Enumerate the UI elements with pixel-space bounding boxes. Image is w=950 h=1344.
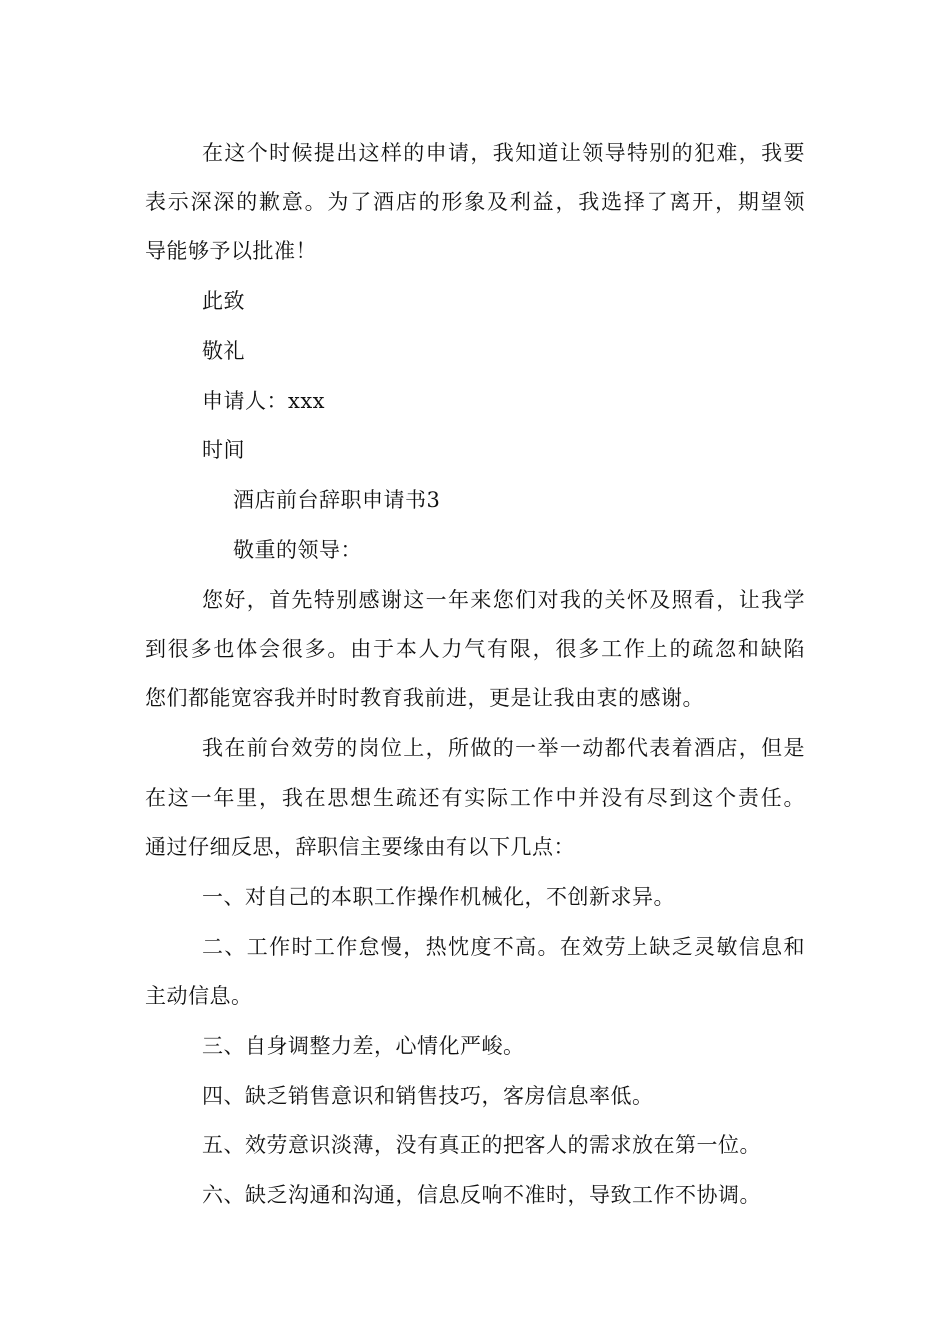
paragraph-line: 您们都能宽容我并时时教育我前进，更是让我由衷的感谢。 <box>145 686 704 710</box>
paragraph-line: 表示深深的歉意。为了酒店的形象及利益，我选择了离开，期望领 <box>145 190 805 214</box>
list-item-continuation: 主动信息。 <box>145 984 253 1008</box>
paragraph-line: 我在前台效劳的岗位上，所做的一举一动都代表着酒店，但是 <box>202 736 805 760</box>
closing-regards: 敬礼 <box>202 339 245 363</box>
section-title: 酒店前台辞职申请书3 <box>233 488 441 512</box>
list-item: 五、效劳意识淡薄，没有真正的把客人的需求放在第一位。 <box>202 1133 761 1157</box>
paragraph-line: 在这个时候提出这样的申请，我知道让领导特别的犯难，我要 <box>202 141 805 165</box>
list-item: 一、对自己的本职工作操作机械化，不创新求异。 <box>202 885 675 909</box>
date-line: 时间 <box>202 438 245 462</box>
list-item: 六、缺乏沟通和沟通，信息反响不准时，导致工作不协调。 <box>202 1183 761 1207</box>
list-item: 二、工作时工作怠慢，热忱度不高。在效劳上缺乏灵敏信息和 <box>202 935 805 959</box>
paragraph-line: 在这一年里，我在思想生疏还有实际工作中并没有尽到这个责任。 <box>145 786 805 810</box>
closing-salutation: 此致 <box>202 289 245 313</box>
paragraph-line: 通过仔细反思，辞职信主要缘由有以下几点： <box>145 835 575 859</box>
list-item: 四、缺乏销售意识和销售技巧，客房信息率低。 <box>202 1084 654 1108</box>
paragraph-line: 您好，首先特别感谢这一年来您们对我的关怀及照看，让我学 <box>202 588 805 612</box>
paragraph-line: 到很多也体会很多。由于本人力气有限，很多工作上的疏忽和缺陷 <box>145 637 805 661</box>
letter-greeting: 敬重的领导： <box>233 538 362 562</box>
applicant-signature: 申请人：xxx <box>202 389 326 413</box>
list-item: 三、自身调整力差，心情化严峻。 <box>202 1034 525 1058</box>
paragraph-line: 导能够予以批准！ <box>145 239 317 263</box>
